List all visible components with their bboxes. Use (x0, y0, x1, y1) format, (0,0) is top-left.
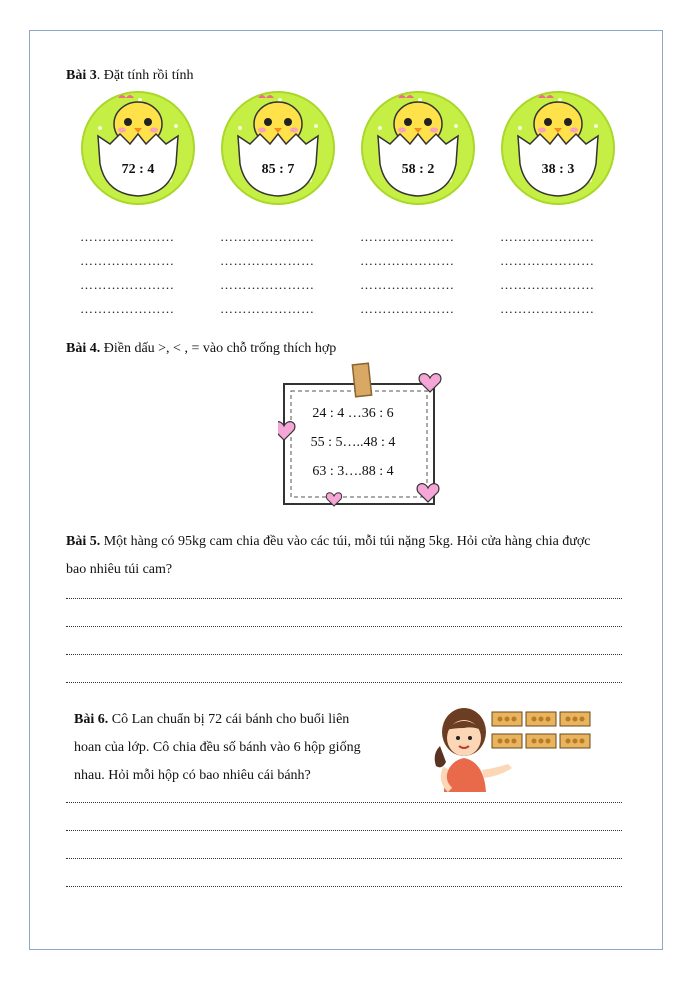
answer-line[interactable] (66, 597, 622, 599)
answer-dots[interactable]: ………………… (80, 253, 175, 268)
chick-egg-1 (80, 88, 196, 206)
answer-dots[interactable]: ………………… (500, 277, 595, 292)
answer-dots[interactable]: ………………… (80, 301, 175, 316)
answer-dots[interactable]: ………………… (220, 277, 315, 292)
bai4-text: Điền dấu >, < , = vào chỗ trống thích hợp (100, 341, 337, 356)
comparison-row-1[interactable]: 24 : 4 …36 : 6 (312, 406, 394, 421)
chick-egg-3 (360, 88, 476, 206)
answer-dots[interactable]: ………………… (80, 229, 175, 244)
answer-dots[interactable]: ………………… (500, 253, 595, 268)
bai3-text: . Đặt tính rồi tính (96, 68, 194, 83)
answer-line[interactable] (66, 625, 622, 627)
expression-4: 38 : 3 (541, 162, 575, 177)
answer-dots[interactable]: ………………… (360, 301, 455, 316)
expression-1: 72 : 4 (121, 162, 155, 177)
bai6-text-line1: Cô Lan chuẩn bị 72 cái bánh cho buổi liên (108, 712, 350, 727)
bai6-text-line3: nhau. Hỏi mỗi hộp có bao nhiêu cái bánh? (74, 768, 311, 783)
bai5-question (66, 528, 636, 584)
answer-line[interactable] (66, 653, 622, 655)
chick-egg-icon (360, 88, 476, 206)
bai6-question (74, 706, 390, 790)
bai5-text-line2: bao nhiêu túi cam? (66, 562, 173, 577)
answer-line[interactable] (66, 829, 622, 831)
answer-line[interactable] (66, 801, 622, 803)
bai6-label: Bài 6. (74, 712, 109, 727)
bai4-label: Bài 4. (66, 341, 101, 356)
chick-egg-2 (220, 88, 336, 206)
answer-dots[interactable]: ………………… (220, 229, 315, 244)
comparison-row-3[interactable]: 63 : 3….88 : 4 (312, 464, 394, 479)
answer-dots[interactable]: ………………… (220, 253, 315, 268)
bai3-heading (66, 66, 194, 86)
comparison-row-2[interactable]: 55 : 5…..48 : 4 (310, 435, 396, 450)
chick-egg-icon (80, 88, 196, 206)
comparison-note (278, 362, 448, 514)
answer-line[interactable] (66, 681, 622, 683)
bai5-text: Một hàng có 95kg cam chia đều vào các túi, mỗi túi nặng 5kg. Hỏi cửa hàng chia được (100, 534, 591, 549)
chick-egg-4 (500, 88, 616, 206)
chick-egg-icon (220, 88, 336, 206)
answer-line[interactable] (66, 885, 622, 887)
expression-2: 85 : 7 (261, 162, 295, 177)
bai6-text-line2: hoan của lớp. Cô chia đều số bánh vào 6 hộp giống (74, 740, 361, 755)
answer-dots[interactable]: ………………… (360, 277, 455, 292)
chick-egg-icon (500, 88, 616, 206)
bai3-label: Bài 3 (66, 68, 97, 83)
answer-dots[interactable]: ………………… (80, 277, 175, 292)
bai5-label: Bài 5. (66, 534, 101, 549)
answer-dots[interactable]: ………………… (500, 301, 595, 316)
answer-dots[interactable]: ………………… (360, 229, 455, 244)
expression-3: 58 : 2 (401, 162, 435, 177)
answer-line[interactable] (66, 857, 622, 859)
cake-boxes (490, 708, 594, 754)
answer-dots[interactable]: ………………… (500, 229, 595, 244)
answer-dots[interactable]: ………………… (220, 301, 315, 316)
answer-dots[interactable]: ………………… (360, 253, 455, 268)
bai4-heading (66, 339, 336, 359)
